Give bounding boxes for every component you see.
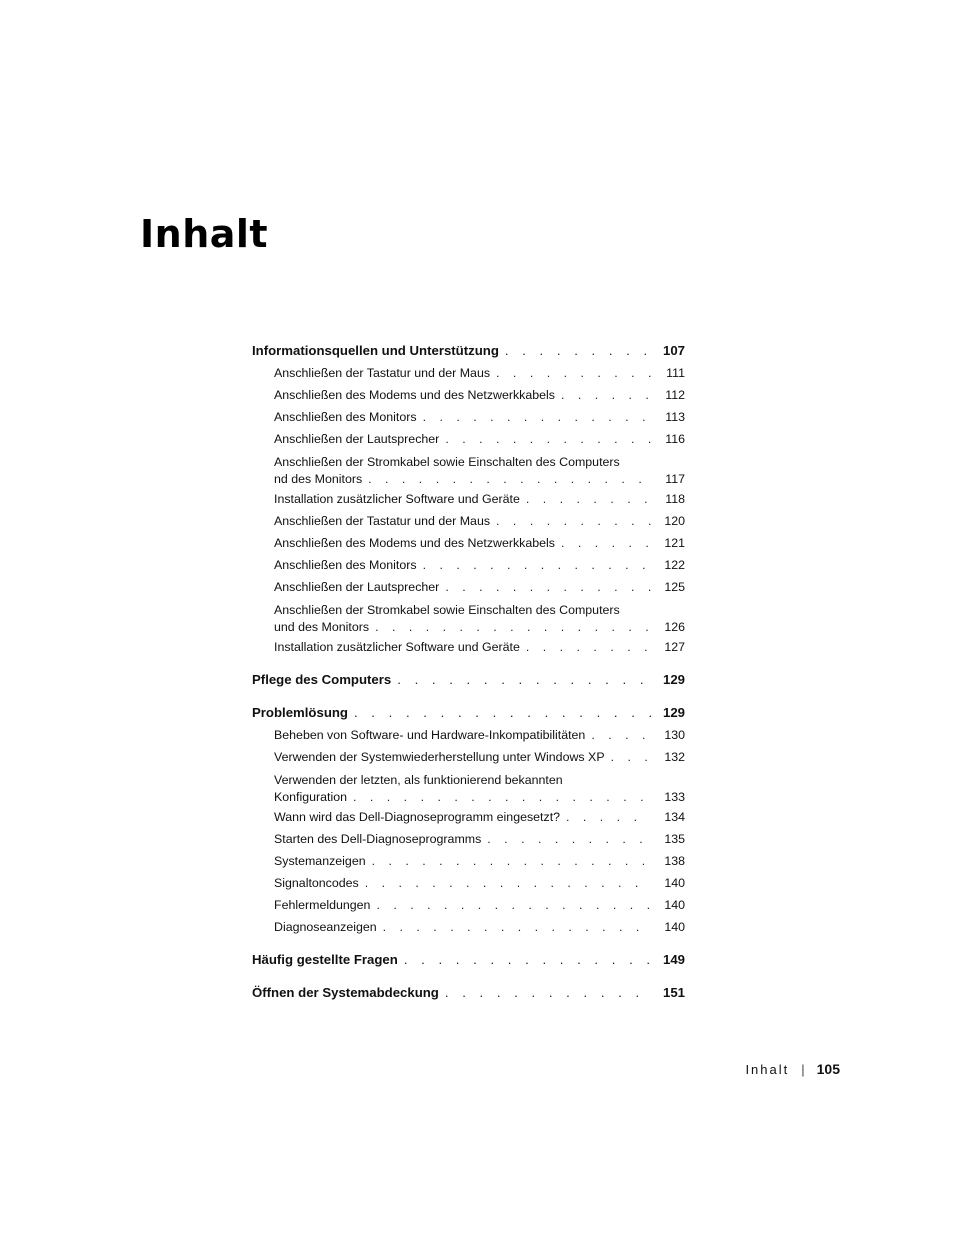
toc-entry-text: Beheben von Software- und Hardware-Inkompatibilitäten — [274, 728, 586, 742]
toc-entry-text-line1: Verwenden der letzten, als funktionierend bekannten — [274, 773, 563, 787]
dot-leader — [496, 510, 651, 532]
toc-entry-text: Anschließen der Lautsprecher — [274, 432, 440, 446]
toc-entry-text: Fehlermeldungen — [274, 898, 371, 912]
toc-page-number: 151 — [662, 985, 685, 1000]
toc-page-number: 149 — [662, 952, 685, 967]
toc-entry[interactable] — [252, 532, 685, 554]
toc-entry[interactable] — [252, 872, 685, 894]
toc-entry-text: Installation zusätzlicher Software und Geräte — [274, 492, 520, 506]
toc-entry[interactable] — [252, 598, 685, 636]
dot-leader — [423, 406, 651, 428]
toc-entry[interactable] — [252, 510, 685, 532]
toc-entry-text: Anschließen des Monitors — [274, 558, 417, 572]
toc-heading-text: Pflege des Computers — [252, 672, 392, 687]
toc-heading-link[interactable] — [252, 949, 685, 971]
toc-page-number: 129 — [662, 672, 685, 687]
dot-leader — [372, 850, 651, 872]
toc-entry-text-line2: und des Monitors — [274, 620, 370, 634]
toc-page-number: 122 — [664, 558, 685, 572]
page-title: Inhalt — [140, 212, 269, 256]
toc-page-number: 121 — [664, 536, 685, 550]
toc-page-number: 118 — [665, 492, 685, 506]
footer-label: Inhalt — [745, 1062, 790, 1077]
dot-leader — [445, 576, 651, 598]
dot-leader — [611, 746, 651, 768]
toc-page-number: 126 — [664, 620, 685, 634]
toc-page-number: 125 — [664, 580, 685, 594]
dot-leader — [365, 872, 651, 894]
dot-leader — [423, 554, 651, 576]
toc-entry[interactable] — [252, 576, 685, 598]
toc-entry-text: Installation zusätzlicher Software und Geräte — [274, 640, 520, 654]
dot-leader — [591, 724, 651, 746]
toc-heading-link[interactable] — [252, 982, 685, 1004]
toc-entry[interactable] — [252, 488, 685, 510]
toc-page-number: 140 — [664, 898, 685, 912]
toc-page-number: 116 — [665, 432, 685, 446]
dot-leader — [487, 828, 651, 850]
toc-page-number: 120 — [664, 514, 685, 528]
toc-entry[interactable] — [252, 828, 685, 850]
toc-section — [252, 340, 685, 658]
toc-entry[interactable] — [252, 806, 685, 828]
dot-leader — [368, 471, 651, 488]
toc-heading-text: Problemlösung — [252, 705, 348, 720]
toc-page-number: 127 — [664, 640, 685, 654]
toc-section — [252, 982, 685, 1004]
dot-leader — [496, 362, 651, 384]
toc-entry-text-line2: Konfiguration — [274, 790, 348, 804]
dot-leader — [526, 488, 651, 510]
toc-entry[interactable] — [252, 428, 685, 450]
dot-leader — [561, 384, 651, 406]
dot-leader — [375, 619, 651, 636]
toc-entry-text: Anschließen des Modems und des Netzwerkkabels — [274, 536, 555, 550]
toc-entry[interactable] — [252, 768, 685, 806]
toc-section — [252, 669, 685, 691]
dot-leader — [354, 702, 651, 724]
dot-leader — [397, 669, 651, 691]
table-of-contents — [252, 340, 685, 1004]
toc-section — [252, 702, 685, 938]
toc-entry-text: Anschließen der Tastatur und der Maus — [274, 366, 491, 380]
toc-entry-text: Wann wird das Dell-Diagnoseprogramm eingesetzt? — [274, 810, 561, 824]
toc-entry[interactable] — [252, 916, 685, 938]
toc-entry[interactable] — [252, 554, 685, 576]
dot-leader — [445, 428, 651, 450]
toc-page-number: 132 — [664, 750, 685, 764]
toc-heading-link[interactable] — [252, 340, 685, 362]
toc-page-number: 111 — [666, 366, 685, 380]
toc-entry[interactable] — [252, 850, 685, 872]
toc-heading-text: Häufig gestellte Fragen — [252, 952, 398, 967]
toc-entry-text: Anschließen der Lautsprecher — [274, 580, 440, 594]
toc-page-number: 134 — [664, 810, 685, 824]
toc-heading-text: Öffnen der Systemabdeckung — [252, 985, 439, 1000]
page-footer — [745, 1061, 840, 1077]
toc-entry-text-line1: Anschließen der Stromkabel sowie Einschalten des Computers — [274, 455, 620, 469]
toc-page-number: 113 — [665, 410, 685, 424]
toc-page-number: 112 — [665, 388, 685, 402]
toc-entry[interactable] — [252, 746, 685, 768]
toc-section — [252, 949, 685, 971]
toc-entry[interactable] — [252, 636, 685, 658]
dot-leader — [383, 916, 651, 938]
toc-entry-text: Verwenden der Systemwiederherstellung unter Windows XP — [274, 750, 605, 764]
toc-entry-text-line1: Anschließen der Stromkabel sowie Einschalten des Computers — [274, 603, 620, 617]
toc-entry[interactable] — [252, 384, 685, 406]
toc-entry[interactable] — [252, 450, 685, 488]
toc-heading-link[interactable] — [252, 702, 685, 724]
toc-heading-link[interactable] — [252, 669, 685, 691]
toc-entry-text: Anschließen des Monitors — [274, 410, 417, 424]
footer-page-number: 105 — [816, 1061, 840, 1077]
toc-page-number: 130 — [664, 728, 685, 742]
dot-leader — [526, 636, 651, 658]
dot-leader — [561, 532, 651, 554]
dot-leader — [353, 789, 651, 806]
toc-page-number: 140 — [664, 920, 685, 934]
toc-entry[interactable] — [252, 894, 685, 916]
dot-leader — [404, 949, 651, 971]
toc-page-number: 133 — [664, 790, 685, 804]
toc-entry-text: Anschließen des Modems und des Netzwerkkabels — [274, 388, 555, 402]
dot-leader — [505, 340, 651, 362]
dot-leader — [376, 894, 651, 916]
toc-entry[interactable] — [252, 362, 685, 384]
dot-leader — [566, 806, 651, 828]
toc-page-number: 140 — [664, 876, 685, 890]
toc-heading-text: Informationsquellen und Unterstützung — [252, 343, 499, 358]
toc-entry[interactable] — [252, 406, 685, 428]
toc-page-number: 138 — [664, 854, 685, 868]
toc-page-number: 135 — [664, 832, 685, 846]
footer-separator: | — [801, 1062, 805, 1077]
toc-page-number: 117 — [665, 472, 685, 486]
toc-entry-text: Systemanzeigen — [274, 854, 366, 868]
dot-leader — [445, 982, 651, 1004]
toc-entry[interactable] — [252, 724, 685, 746]
toc-entry-text: Signaltoncodes — [274, 876, 359, 890]
toc-page-number: 107 — [662, 343, 685, 358]
toc-entry-text: Diagnoseanzeigen — [274, 920, 377, 934]
toc-entry-text: Starten des Dell-Diagnoseprogramms — [274, 832, 482, 846]
toc-page-number: 129 — [662, 705, 685, 720]
toc-entry-text-line2: nd des Monitors — [274, 472, 363, 486]
toc-entry-text: Anschließen der Tastatur und der Maus — [274, 514, 491, 528]
